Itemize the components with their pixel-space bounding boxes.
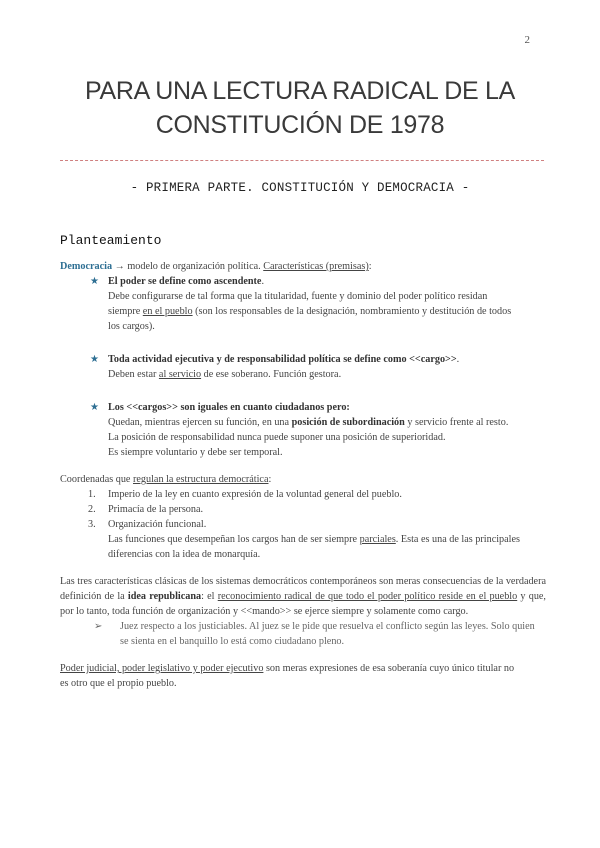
powers-paragraph: Poder judicial, poder legislativo y poder ejecutivo son meras expresiones de esa soberanía cuyo único titular no (60, 663, 515, 674)
list-item: 3. Organización funcional. (88, 519, 207, 530)
document-body: Democracia → modelo de organización política. Características (premisas): ★ El poder se define como ascendente. Debe configurarse de tal forma que la titularidad, fuente y dominio del poder político residan siempre en el pueblo (son los responsables de la designación, nombramiento y destitución de todos los cargos). ★ Toda actividad ejecutiva y de responsabilidad política se define como <<cargo>>. Deben estar al servicio de ese soberano. Función gestora. ★ Los <<cargos>> son iguales en cuanto ciudadanos pero: Quedan, mientras ejercen su función, en una posición de subordinación y servicio frente al resto. La posición de responsabilidad nunca puede suponer una posición de superioridad. Es siempre voluntario y debe ser temporal. Coordenadas que regulan la estructura democrática: 1. Imperio de la ley en cuanto expresión de la voluntad general del pueblo. 2. Primacía de la persona. 3. Organización funcional. Las funciones que desempeñan los cargos han de ser siempre parciales. Esta es una de las principales diferencias con la idea de monarquía. Las tres características clásicas de los sistemas democráticos contemporáneos son meras consecuencias de la verdadera definición de la idea republicana: el reconocimiento radical de que todo el poder político reside en el pueblo y que, por lo tanto, toda función de organización y <<mando>> se ejerce siempre y solamente como cargo. ➢ Juez respecto a los justiciables. Al juez se le pide que resuelva el conflicto según las leyes. Solo quien se sienta en el banquillo lo está como ciudadano pleno. Poder judicial, poder legislativo y poder ejecutivo son meras expresiones de esa soberanía cuyo único titular no es otro que el propio pueblo. (60, 261, 546, 689)
title-divider (60, 160, 544, 161)
star-icon: ★ (90, 276, 99, 287)
judge-bullet: ➢ Juez respecto a los justiciables. Al juez se le pide que resuelva el conflicto según las leyes. Solo quien se sienta en el banquillo lo está como ciudadano pleno. (94, 621, 535, 647)
intro-line: Democracia → modelo de organización política. Características (premisas): (60, 261, 372, 272)
title-line-2: CONSTITUCIÓN DE 1978 (155, 111, 445, 139)
characteristics-link: Características (premisas) (263, 261, 369, 272)
arrow-bullet-icon: ➢ (94, 621, 103, 632)
list-item-detail: Las funciones que desempeñan los cargos han de ser siempre parciales. Esta es una de las principales diferencias con la idea de monarquía. (108, 534, 520, 560)
star-icon: ★ (90, 354, 99, 365)
title-line-1: PARA UNA LECTURA RADICAL DE LA (84, 77, 516, 105)
characteristic-item: ★ Los <<cargos>> son iguales en cuanto ciudadanos pero: Quedan, mientras ejercen su función, en una posición de subordinación y servicio frente al resto. La posición de responsabilidad nunca puede suponer una posición de superioridad. Es siempre voluntario y debe ser temporal. (90, 402, 509, 458)
list-item: 2. Primacía de la persona. (88, 504, 204, 515)
star-icon: ★ (90, 402, 99, 413)
coordinates-lead: Coordenadas que regulan la estructura democrática: (60, 474, 272, 485)
list-item: 1. Imperio de la ley en cuanto expresión de la voluntad general del pueblo. (88, 489, 402, 500)
republican-paragraph: Las tres características clásicas de los sistemas democráticos contemporáneos son meras consecuencias de la verdadera definición de la idea republicana: el reconocimiento radical de que todo el poder político reside en el pueblo y que, por lo tanto, toda función de organización y <<mando>> se ejerce siempre y solamente como cargo. (60, 576, 546, 617)
page-number: 2 (524, 34, 530, 46)
part-subtitle: - PRIMERA PARTE. CONSTITUCIÓN Y DEMOCRACIA - (130, 181, 470, 195)
characteristic-item: ★ El poder se define como ascendente. Debe configurarse de tal forma que la titularidad, fuente y dominio del poder político residan siempre en el pueblo (son los responsables de la designación, nombramiento y destitución de todos los cargos). (90, 276, 512, 332)
term-democracia: Democracia (60, 261, 113, 272)
characteristic-item: ★ Toda actividad ejecutiva y de responsabilidad política se define como <<cargo>>. Deben estar al servicio de ese soberano. Función gestora. (90, 354, 460, 380)
section-heading: Planteamiento (60, 233, 162, 248)
document-title (40, 74, 560, 142)
coordinates-link: regulan la estructura democrática (133, 474, 269, 485)
